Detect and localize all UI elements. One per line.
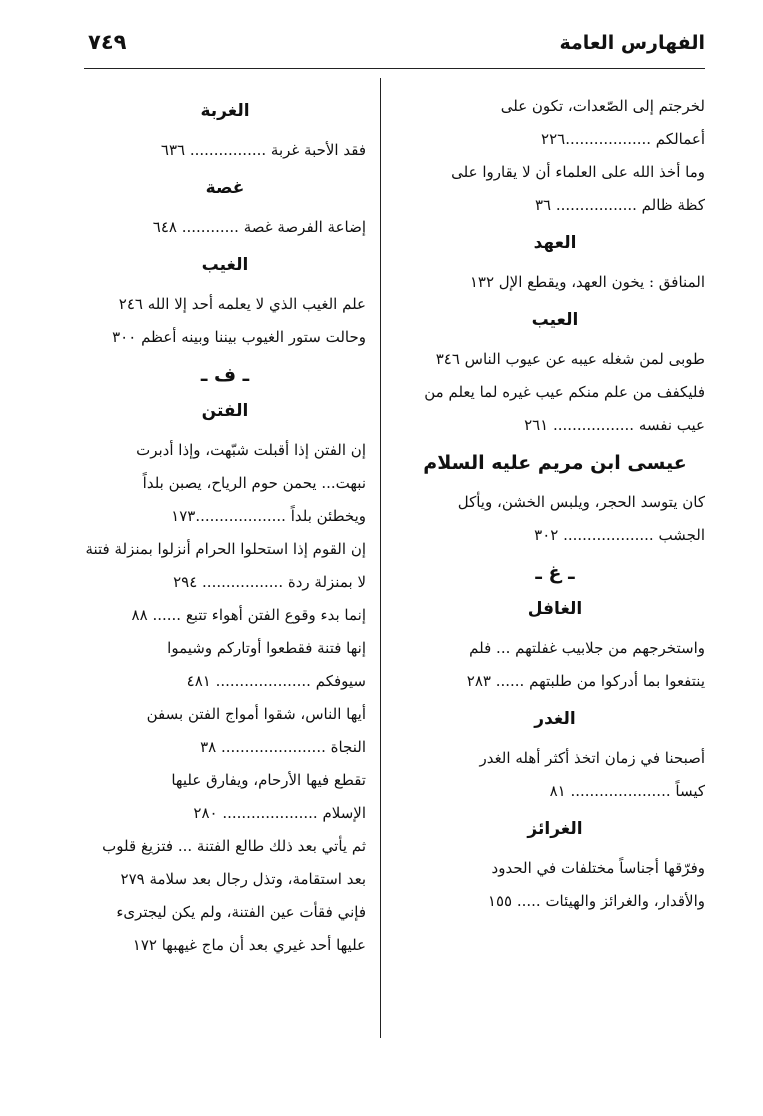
- index-heading: عيسى ابن مريم عليه السلام: [423, 452, 687, 474]
- index-entry-line: فقد الأحبة غربة ................ ٦٣٦: [160, 141, 366, 159]
- index-entry-line: عيب نفسه ................. ٢٦١: [524, 416, 705, 434]
- index-entry-line: الجشب ................... ٣٠٢: [534, 526, 705, 544]
- index-entry-line: لخرجتم إلى الصّعدات، تكون على: [500, 97, 705, 115]
- index-entry-line: كان يتوسد الحجر، ويلبس الخشن، ويأكل: [457, 493, 705, 511]
- index-entry-line: إن القوم إذا استحلوا الحرام أنزلوا بمنزلة فتنة: [85, 540, 366, 558]
- index-entry-line: إنها فتنة فقطعوا أوتاركم وشيموا: [167, 639, 366, 657]
- column-divider: [380, 78, 381, 1038]
- index-heading: العهد: [533, 233, 577, 253]
- index-entry-line: كيساً ..................... ٨١: [549, 782, 705, 800]
- index-heading: الغافل: [527, 599, 583, 619]
- index-entry-line: وما أخذ الله على العلماء أن لا يقاروا على: [451, 163, 705, 181]
- index-heading: الغيب: [201, 255, 249, 275]
- index-entry-line: سيوفكم .................... ٤٨١: [186, 672, 366, 690]
- index-heading: الغرائز: [527, 819, 583, 839]
- index-entry-line: ينتفعوا بما أدركوا من طلبتهم ...... ٢٨٣: [466, 672, 705, 690]
- index-entry-line: تقطع فيها الأرحام، ويفارق عليها: [171, 771, 366, 789]
- index-entry-line: إضاعة الفرصة غصة ............ ٦٤٨: [152, 218, 366, 236]
- index-heading: الغدر: [534, 709, 576, 729]
- index-entry-line: ويخطئن بلداً ...................١٧٣: [171, 507, 366, 525]
- index-entry-line: طوبى لمن شغله عيبه عن عيوب الناس ٣٤٦: [435, 350, 705, 368]
- index-entry-line: فليكفف من علم منكم عيب غيره لما يعلم من: [424, 383, 705, 401]
- index-entry-line: فإني فقأت عين الفتنة، ولم يكن ليجترىء: [116, 903, 366, 921]
- index-entry-line: إنما بدء وقوع الفتن أهواء تتبع ...... ٨٨: [131, 606, 366, 624]
- header-rule: [84, 68, 705, 69]
- index-heading: ـ غ ـ: [535, 562, 575, 584]
- page-number: ٧٤٩: [88, 30, 127, 54]
- index-entry-line: والأقدار، والغرائز والهيئات ..... ١٥٥: [487, 892, 705, 910]
- index-entry-line: أعمالكم ..................٢٢٦: [541, 130, 705, 148]
- index-column-left: [84, 90, 366, 962]
- index-entry-line: بعد استقامة، وتذل رجال بعد سلامة ٢٧٩: [120, 870, 366, 888]
- index-heading: الغربة: [200, 101, 250, 121]
- index-entry-line: وحالت ستور الغيوب بيننا وبينه أعظم ٣٠٠: [112, 328, 366, 346]
- index-entry-line: نبهت... يحمن حوم الرياح، يصبن بلداً: [142, 474, 366, 492]
- index-entry-line: وفرّقها أجناساً مختلفات في الحدود: [491, 859, 705, 877]
- index-entry-line: إن الفتن إذا أقبلت شبّهت، وإذا أدبرت: [136, 441, 366, 459]
- index-entry-line: أيها الناس، شقوا أمواج الفتن بسفن: [146, 705, 366, 723]
- index-column-right: [405, 90, 705, 918]
- index-entry-line: ثم يأتي بعد ذلك طالع الفتنة ... فتزيغ قلوب: [102, 837, 366, 855]
- index-entry-line: عليها أحد غيري بعد أن ماج غيهبها ١٧٢: [132, 936, 366, 954]
- index-entry-line: واستخرجهم من جلابيب غفلتهم ... فلم: [469, 639, 705, 657]
- index-heading: الفتن: [201, 401, 249, 421]
- index-heading: غصة: [205, 178, 245, 198]
- index-heading: ـ ف ـ: [200, 364, 250, 386]
- index-entry-line: الإسلام .................... ٢٨٠: [193, 804, 366, 822]
- index-entry-line: المنافق : يخون العهد، ويقطع الإل ١٣٢: [469, 273, 705, 291]
- index-entry-line: أصبحنا في زمان اتخذ أكثر أهله الغدر: [479, 749, 705, 767]
- running-header-title: الفهارس العامة: [559, 32, 705, 54]
- index-heading: العيب: [531, 310, 579, 330]
- index-entry-line: كظة ظالم ................. ٣٦: [534, 196, 705, 214]
- index-entry-line: علم الغيب الذي لا يعلمه أحد إلا الله ٢٤٦: [118, 295, 366, 313]
- index-entry-line: النجاة ...................... ٣٨: [200, 738, 366, 756]
- index-entry-line: لا بمنزلة ردة ................. ٢٩٤: [173, 573, 366, 591]
